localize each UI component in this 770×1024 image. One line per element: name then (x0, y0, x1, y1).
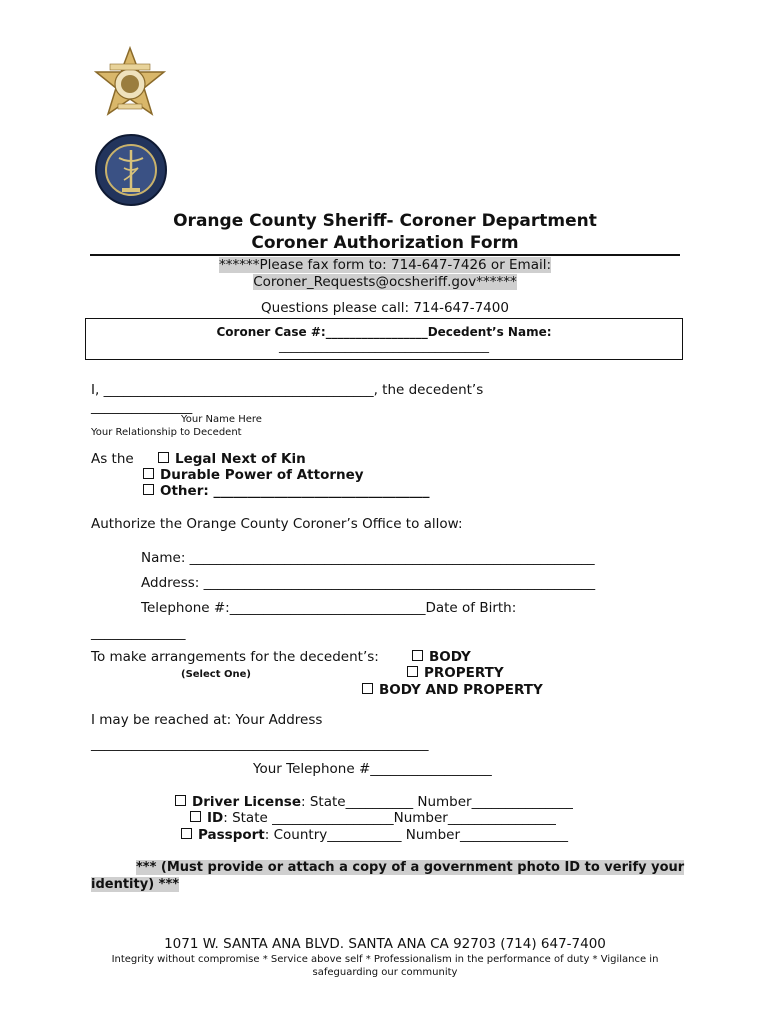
relationship-blank[interactable]: _______________ (91, 399, 193, 415)
fax-instruction-line2: Coroner_Requests@ocsheriff.gov****** (253, 274, 517, 290)
checkbox-icon[interactable] (407, 666, 418, 677)
form-title-line1: Orange County Sheriff- Coroner Department (173, 211, 597, 231)
reached-at-label: I may be reached at: Your Address (91, 712, 323, 728)
id-row[interactable]: ID: State __________________Number________________ (190, 810, 556, 826)
option-body-and-property[interactable]: BODY AND PROPERTY (362, 682, 543, 698)
authorized-address-field[interactable]: Address: __________________________________________________________ (141, 575, 596, 591)
case-number-field[interactable]: Coroner Case #:_________________Decedent’s Name: (216, 325, 552, 339)
authorize-statement: Authorize the Orange County Coroner’s Office to allow: (91, 516, 463, 532)
your-name-caption: Your Name Here (181, 414, 262, 425)
option-legal-next-of-kin[interactable]: Legal Next of Kin (158, 451, 306, 467)
option-durable-power-of-attorney[interactable]: Durable Power of Attorney (143, 467, 364, 483)
passport-row[interactable]: Passport: Country___________ Number________________ (181, 827, 568, 843)
authorized-name-field[interactable]: Name: ____________________________________________________________ (141, 550, 595, 566)
driver-license-row[interactable]: Driver License: State__________ Number_______________ (175, 794, 573, 810)
option-body[interactable]: BODY (412, 649, 471, 665)
form-title-line2: Coroner Authorization Form (251, 233, 519, 253)
checkbox-icon[interactable] (412, 650, 423, 661)
arrangements-label: To make arrangements for the decedent’s: (91, 649, 379, 665)
requester-name-line[interactable]: I, ________________________________________, the decedent’s (91, 382, 484, 398)
checkbox-icon[interactable] (175, 795, 186, 806)
telephone-dob-field[interactable]: Telephone #:_____________________________Date of Birth: (141, 600, 517, 616)
case-info-box (85, 318, 683, 360)
decedent-name-field[interactable]: ___________________________________ (279, 339, 489, 353)
dob-blank[interactable]: ______________ (91, 625, 186, 641)
as-the-label: As the (91, 451, 134, 467)
checkbox-icon[interactable] (190, 811, 201, 822)
footer-address: 1071 W. SANTA ANA BLVD. SANTA ANA CA 92703 (714) 647-7400 (164, 936, 606, 952)
your-address-field[interactable]: __________________________________________________ (91, 736, 429, 752)
option-property[interactable]: PROPERTY (407, 665, 504, 681)
checkbox-icon[interactable] (362, 683, 373, 694)
photo-id-note-line1: *** (Must provide or attach a copy of a government photo ID to verify your (136, 860, 685, 875)
your-telephone-field[interactable]: Your Telephone #__________________ (253, 761, 492, 777)
photo-id-note-line2: identity) *** (91, 877, 180, 892)
footer-motto: Integrity without compromise * Service above self * Professionalism in the performance of duty * Vigilance in safeguarding our community (111, 954, 659, 978)
sheriff-badge-logo (92, 46, 168, 130)
checkbox-icon[interactable] (181, 828, 192, 839)
checkbox-icon[interactable] (158, 452, 169, 463)
questions-phone: Questions please call: 714-647-7400 (261, 300, 509, 316)
fax-instruction-line1: ******Please fax form to: 714-647-7426 or Email: (218, 257, 552, 273)
checkbox-icon[interactable] (143, 484, 154, 495)
checkbox-icon[interactable] (143, 468, 154, 479)
title-divider (90, 254, 680, 256)
relationship-caption: Your Relationship to Decedent (91, 427, 242, 438)
coroner-seal-logo (94, 132, 168, 208)
option-other[interactable]: Other: ________________________________ (143, 483, 429, 499)
select-one-caption: (Select One) (181, 669, 251, 680)
